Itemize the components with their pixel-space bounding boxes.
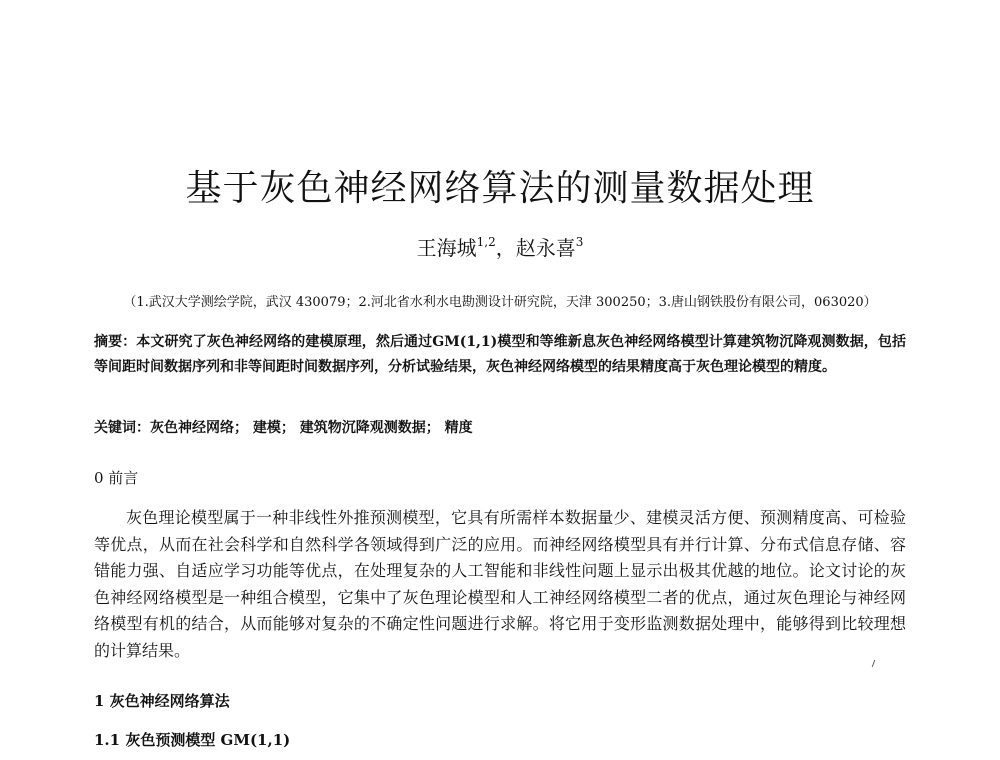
author-name: 赵永喜 <box>515 236 576 260</box>
paper-title: 基于灰色神经网络算法的测量数据处理 <box>185 168 815 209</box>
abstract-text: 本文研究了灰色神经网络的建模原理，然后通过GM(1,1)模型和等维新息灰色神经网络模型计算建筑物沉降观测数据，包括等间距时间数据序列和非等间距时间数据序列，分析试验结果，灰色神经网络模型的结果精度高于灰色理论模型的精度。 <box>94 334 906 375</box>
author-line <box>0 232 1000 261</box>
author-name: 王海城 <box>416 236 477 260</box>
abstract <box>94 330 906 380</box>
subsection-heading-1-1: 1.1 灰色预测模型 GM(1,1) <box>94 731 291 749</box>
author-affiliation-mark: 3 <box>575 235 584 249</box>
section-heading-1: 1 灰色神经网络算法 <box>94 692 230 710</box>
intro-paragraph: 灰色理论模型属于一种非线性外推预测模型，它具有所需样本数据量少、建模灵活方便、预测精度高、可检验等优点，从而在社会科学和自然科学各领域得到广泛的应用。而神经网络模型具有并行计算、分布式信息存储、容错能力强、自适应学习功能等优点，在处理复杂的人工智能和非线性问题上显示出极其优越的地位。论文讨论的灰色神经网络模型是一种组合模型，它集中了灰色理论模型和人工神经网络模型二者的优点，通过灰色理论与神经网络模型有机的结合，从而能够对复杂的不确定性问题进行求解。将它用于变形监测数据处理中，能够得到比较理想的计算结果。 <box>94 508 906 660</box>
abstract-label: 摘要： <box>94 334 137 350</box>
author-affiliation-mark: 1,2 <box>476 235 496 249</box>
author-separator: ， <box>495 236 516 260</box>
section-heading-0: 0 前言 <box>94 469 139 487</box>
affiliations: （1.武汉大学测绘学院，武汉 430079；2.河北省水利水电勘测设计研究院，天津 300250；3.唐山钢铁股份有限公司，063020） <box>123 295 877 310</box>
keywords <box>94 417 473 437</box>
keywords-text: 灰色神经网络； 建模； 建筑物沉降观测数据； 精度 <box>150 420 473 436</box>
keywords-label: 关键词： <box>94 420 150 436</box>
